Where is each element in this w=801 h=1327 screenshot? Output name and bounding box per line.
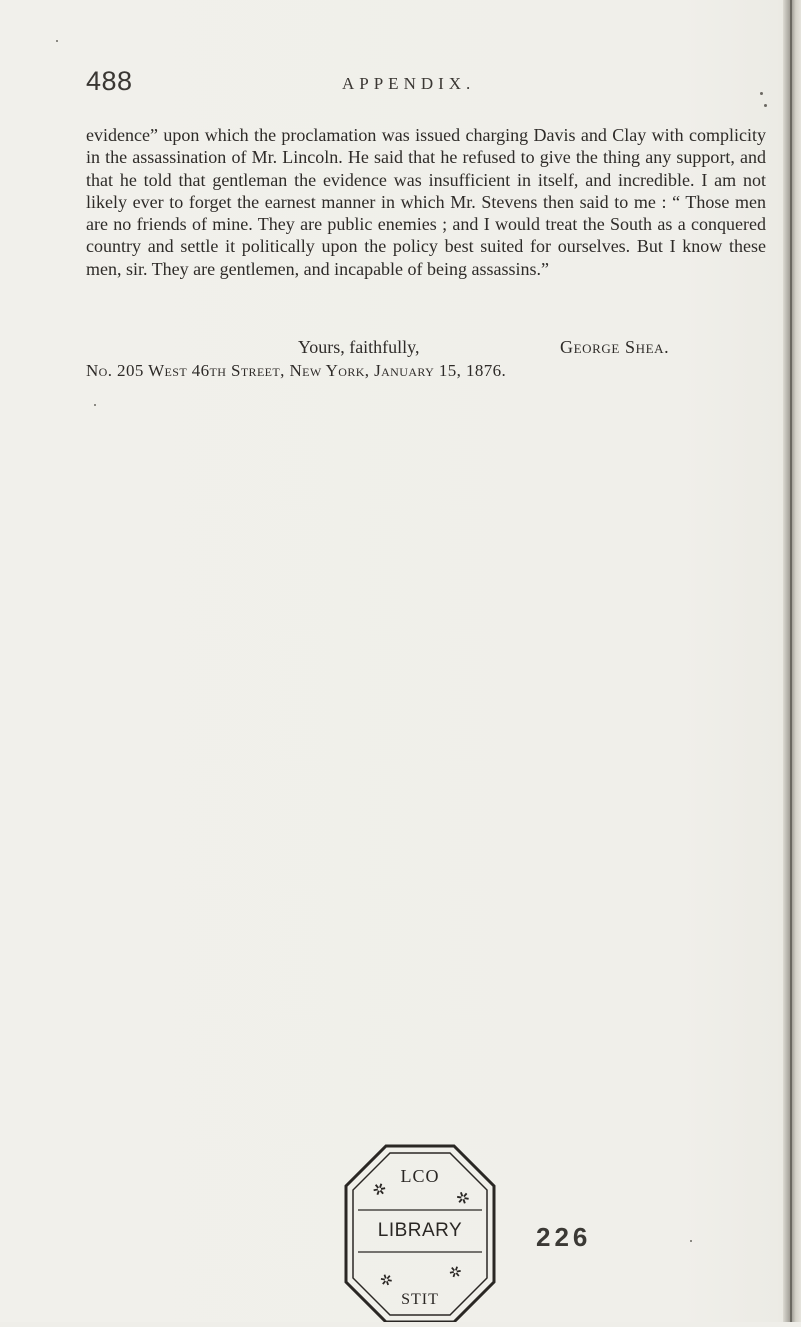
page-number: 488 <box>86 66 133 96</box>
svg-text:✲: ✲ <box>375 1270 396 1292</box>
signature-closing: Yours, faithfully, <box>298 337 420 357</box>
accession-number: 226 <box>536 1222 592 1252</box>
paper-speck <box>94 404 96 406</box>
library-stamp <box>342 1142 498 1322</box>
body-text <box>86 124 766 280</box>
paper-speck <box>760 92 763 95</box>
svg-text:LCO: LCO <box>400 1166 440 1186</box>
running-head: APPENDIX. <box>342 74 476 93</box>
svg-text:✲: ✲ <box>451 1188 473 1210</box>
stamp-label: LIBRARY <box>377 1220 463 1241</box>
signature-name: George Shea. <box>560 337 670 357</box>
svg-text:✲: ✲ <box>369 1179 391 1202</box>
paper-speck <box>690 1240 692 1242</box>
paper-speck <box>56 40 58 42</box>
binding-edge-line <box>790 0 792 1322</box>
svg-text:✲: ✲ <box>446 1262 467 1284</box>
paper-speck <box>764 104 767 107</box>
address-line: No. 205 West 46th Street, New York, January 15, 1876. <box>86 361 507 380</box>
svg-text:STIT: STIT <box>401 1291 439 1308</box>
body-paragraph: evidence” upon which the proclamation was issued charging Davis and Clay with complicity in the assassination of Mr. Lincoln. He said that he refused to give the thing any support, and that he told that gentleman the evidence was insufficient in itself, and incredible. I am not likely ever to forget the earnest manner in which Mr. Stevens then said to me : “ Those men are no friends of mine. They are public enemies ; and I would treat the South as a conquered country and settle it politically upon the policy best suited for ourselves. But I know these men, sir. They are gentlemen, and incapable of being assassins.” <box>86 125 766 279</box>
binding-edge <box>783 0 801 1322</box>
page-header <box>86 66 766 106</box>
